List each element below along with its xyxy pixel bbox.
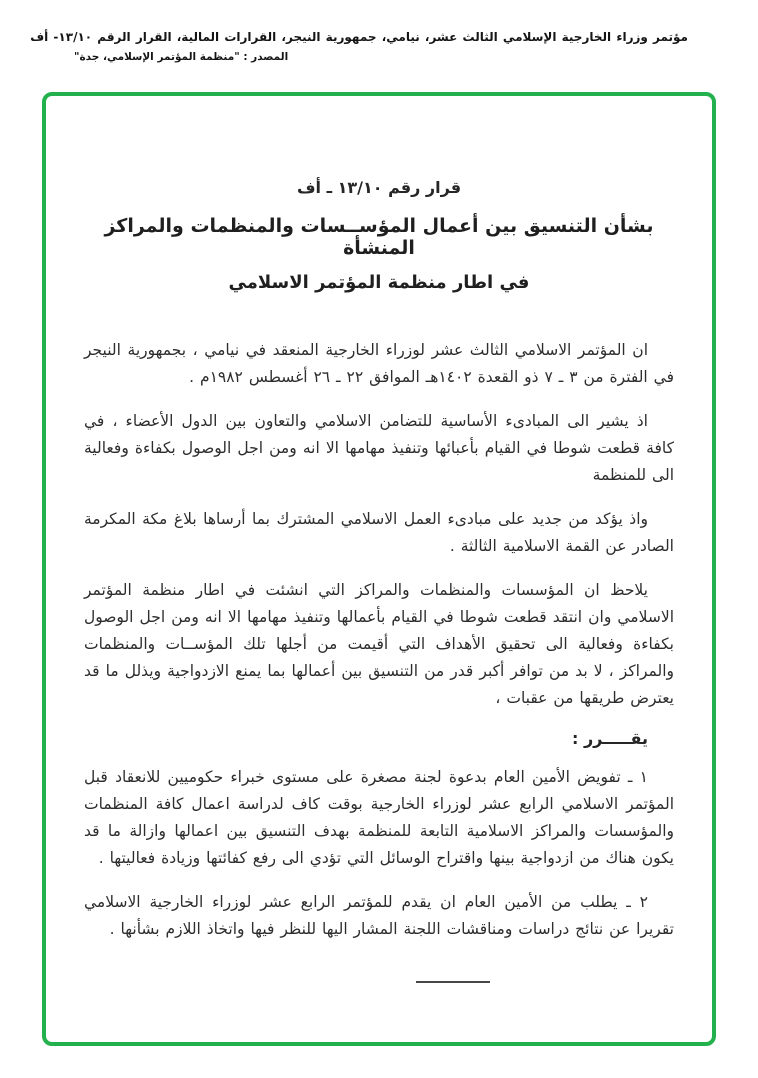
decision-item-2: ٢ ـ يطلب من الأمين العام ان يقدم للمؤتمر الرابع عشر لوزراء الخارجية الاسلامي تقريرا عن نتائج دراسات ومناقشات اللجنة المشار اليها للنظر فيها واتخاذ اللازم بشأنها . (84, 893, 674, 938)
decision-heading: يقـــــرر : (572, 729, 648, 748)
reaffirmation-paragraph: واذ يؤكد من جديد على مبادىء العمل الاسلامي المشترك بما أرساها بلاغ مكة المكرمة الصادر عن القمة الاسلامية الثالثة . (84, 510, 674, 555)
resolution-title-block (84, 178, 674, 293)
citation-line: مؤتمر وزراء الخارجية الإسلامي الثالث عشر، نيامي، جمهورية النيجر، القرارات المالية، القرار الرقم ١٣/١٠- أف (30, 30, 688, 44)
recital-paragraph: اذ يشير الى المبادىء الأساسية للتضامن الاسلامي والتعاون بين الدول الأعضاء ، في كافة قطعت شوطا في القيام بأعبائها وتنفيذ مهامها الا انه ومن اجل الوصول بكفاءة وفعالية الى للمنظمة (84, 412, 674, 484)
resolution-subject: بشأن التنسيق بين أعمال المؤســسات والمنظمات والمراكز المنشأة (104, 215, 654, 259)
decision-item-1: ١ ـ تفويض الأمين العام بدعوة لجنة مصغرة على مستوى خبراء حكوميين للانعقاد قبل المؤتمر الاسلامي الرابع عشر لوزراء الخارجية بوقت كاف لدراسة اعمال كافة المنظمات والمؤسسات والمراكز الاسلامية التابعة للمنظمة بهدف التنسيق بين اعمالها وازالة ما قد يكون هناك من ازدواجية بينها واقتراح الوسائل التي تؤدي الى رفع كفائتها وزيادة فعاليتها . (84, 768, 674, 867)
observation-paragraph: يلاحظ ان المؤسسات والمنظمات والمراكز التي انشئت في اطار منظمة المؤتمر الاسلامي وان انتقد قطعت شوطا في القيام بأعمالها وتنفيذ مهامها الا انه ومن اجل الوصول بكفاءة وفعالية الى تحقيق الأهداف التي أقيمت من أجلها تلك المؤســات والمنظمات والمراكز ، لا بد من توافر أكبر قدر من التنسيق بين أعمالها بما يمنع الازدواجية ويذلل ما قد يعترض طريقها من عقبات ، (84, 581, 674, 707)
signature-rule (416, 981, 490, 983)
resolution-context: في اطار منظمة المؤتمر الاسلامي (228, 272, 530, 293)
resolution-number: قرار رقم ١٣/١٠ ـ أف (296, 178, 462, 197)
preamble-paragraph: ان المؤتمر الاسلامي الثالث عشر لوزراء الخارجية المنعقد في نيامي ، بجمهورية النيجر في الفترة من ٣ ـ ٧ ذو القعدة ١٤٠٢هـ الموافق ٢٢ ـ ٢٦ أغسطس ١٩٨٢م . (84, 341, 674, 386)
source-line: المصدر : "منظمة المؤتمر الإسلامي، جدة" (74, 51, 289, 63)
scanned-page-frame (42, 92, 716, 1046)
citation-header (30, 30, 688, 63)
